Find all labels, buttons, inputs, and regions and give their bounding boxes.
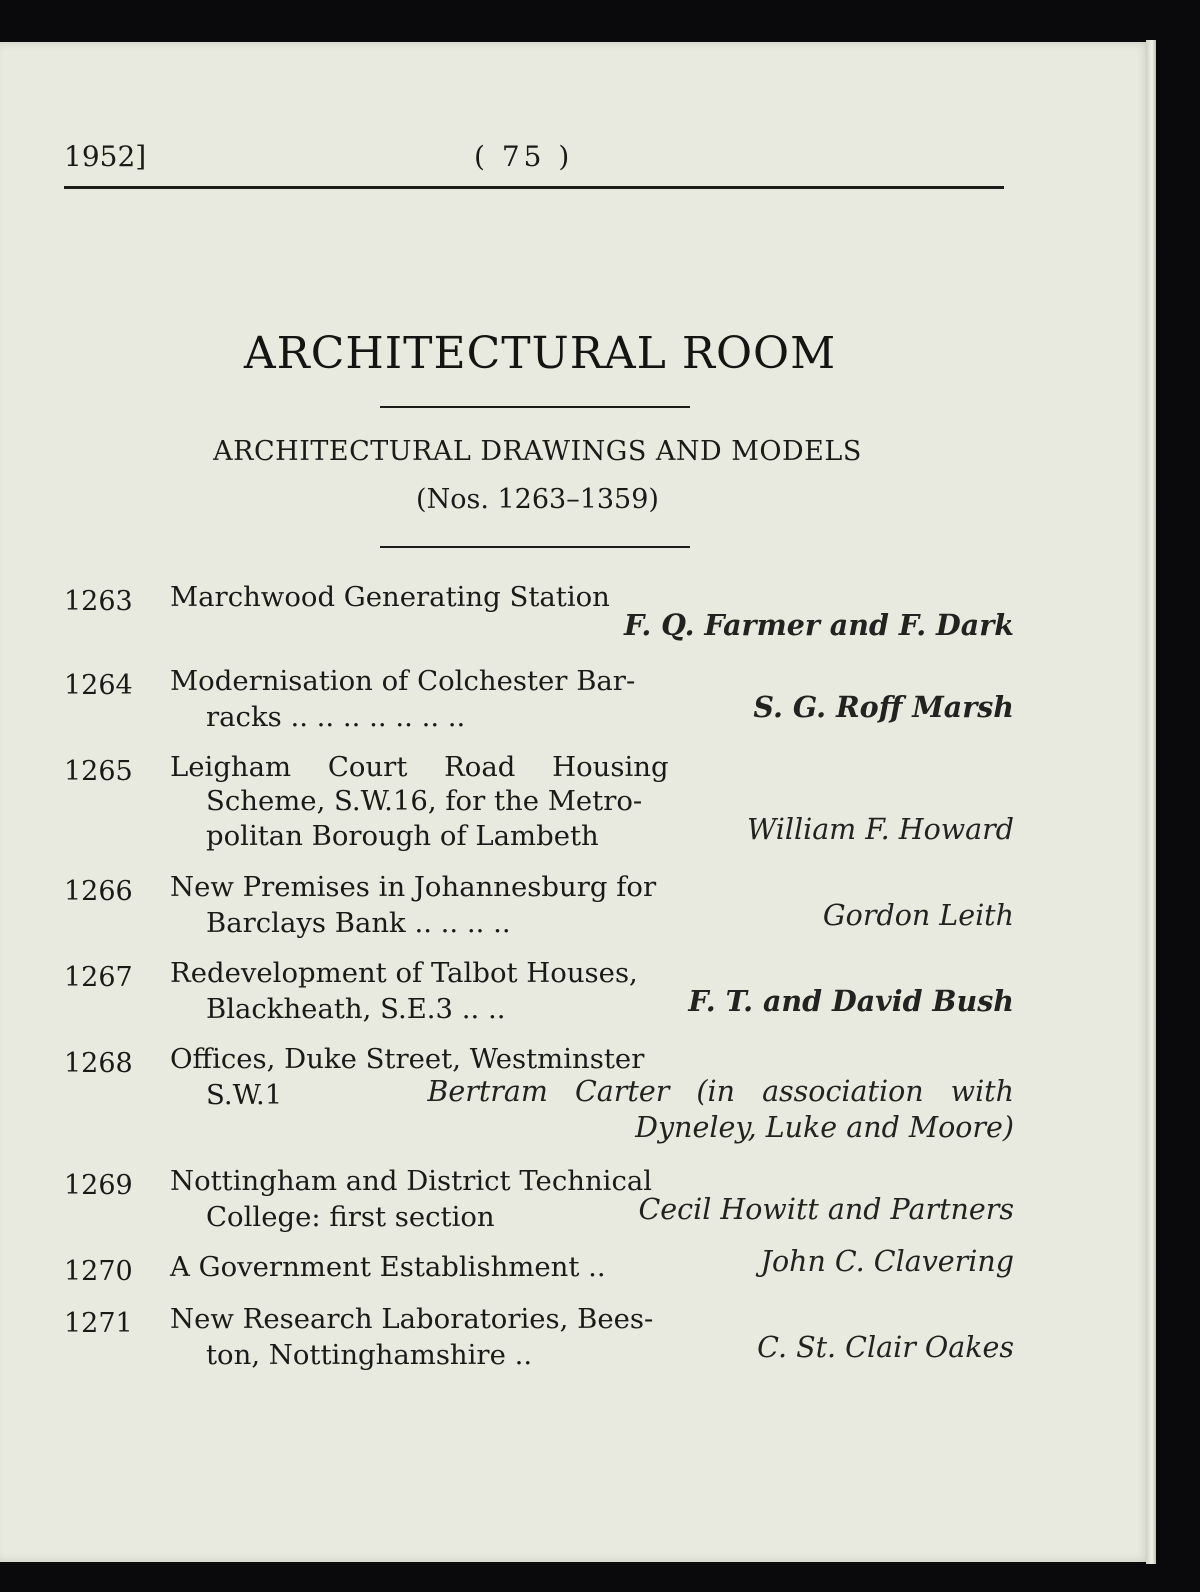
entry-title-cont: Scheme, S.W.16, for the Metro- [206,785,643,817]
entry-title-cont: politan Borough of Lambeth [206,820,599,852]
entry-architect: C. St. Clair Oakes [757,1331,1014,1364]
entry-title-cont: S.W.1 [206,1079,283,1111]
numbers-range: (Nos. 1263–1359) [416,484,659,515]
entry-title: Offices, Duke Street, Westminster [170,1043,645,1075]
entry-title: A Government Establishment .. [170,1251,606,1283]
entry-number: 1267 [64,962,133,993]
section-title: ARCHITECTURAL DRAWINGS AND MODELS [213,436,862,467]
entry-number: 1270 [64,1256,133,1287]
page-edge [1146,40,1156,1564]
entry-architect: William F. Howard [746,813,1014,846]
entry-architect: Bertram Carter (in association with [427,1075,1014,1108]
entry-number: 1271 [64,1308,133,1339]
entry-number: 1268 [64,1048,133,1079]
entry-title-cont: racks .. .. .. .. .. .. .. [206,701,466,733]
running-head-year: 1952] [64,140,147,173]
title-rule-top [380,406,690,408]
entry-title: New Premises in Johannesburg for [170,871,657,903]
entry-title-cont: Blackheath, S.E.3 .. .. [206,993,506,1025]
entry-architect: John C. Clavering [760,1245,1014,1278]
entry-architect: S. G. Roff Marsh [753,690,1014,724]
entry-title: Leigham Court Road Housing [170,751,669,783]
entry-number: 1265 [64,756,133,787]
entry-title: Modernisation of Colchester Bar- [170,665,636,697]
entry-architect: Cecil Howitt and Partners [638,1193,1014,1226]
entry-title: Redevelopment of Talbot Houses, [170,957,638,989]
entry-title-cont: ton, Nottinghamshire .. [206,1339,533,1371]
running-head [64,140,1004,184]
entry-architect: Gordon Leith [822,899,1014,932]
entry-number: 1269 [64,1170,133,1201]
entry-title: Marchwood Generating Station [170,581,610,613]
header-rule [64,186,1004,189]
room-title: ARCHITECTURAL ROOM [243,328,837,379]
entry-title: New Research Laboratories, Bees- [170,1303,654,1335]
entry-architect: F. T. and David Bush [688,984,1014,1018]
entry-architect: F. Q. Farmer and F. Dark [623,608,1014,642]
entry-number: 1264 [64,670,133,701]
entry-number: 1263 [64,586,133,617]
entry-title: Nottingham and District Technical [170,1165,653,1197]
entry-title-cont: Barclays Bank .. .. .. .. [206,907,511,939]
title-rule-bottom [380,546,690,548]
entry-title-cont: College: first section [206,1201,495,1233]
page-number: ( 75 ) [474,140,574,173]
entry-number: 1266 [64,876,133,907]
entry-architect-cont: Dyneley, Luke and Moore) [635,1111,1014,1144]
